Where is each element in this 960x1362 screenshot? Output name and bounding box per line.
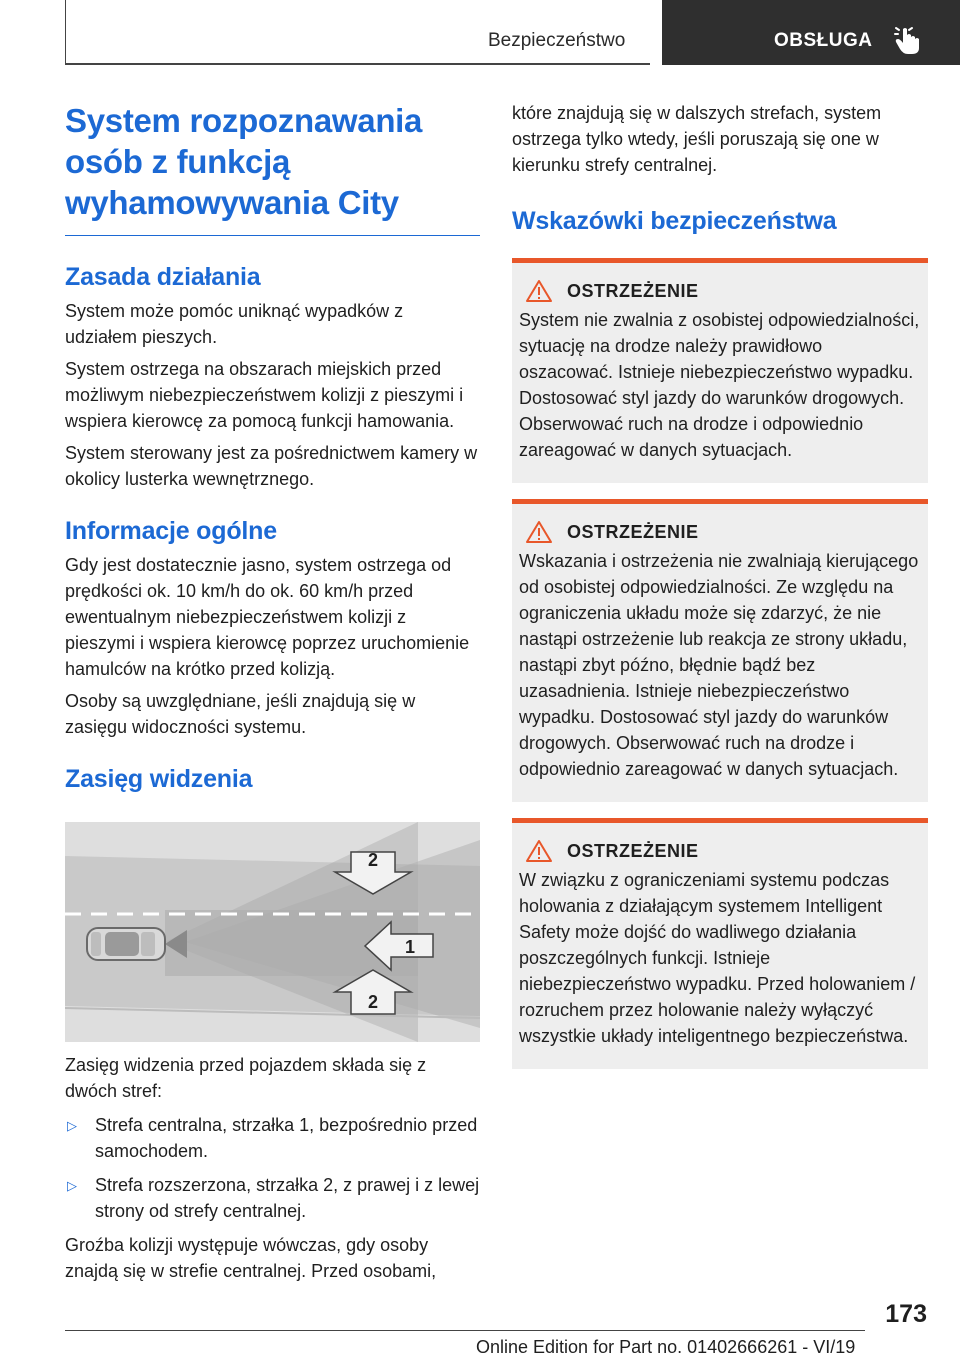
warning-box-1 (512, 258, 928, 483)
warning-text: W związku z ograniczeniami systemu podczas holowania z działającym systemem Intelligent Safety może dojść do wadliwego działania poszczególnych funkcji. Istnieje niebezpieczeństwo wypadku. Przed holowaniem / rozruchem przez holowanie należy wyłączyć wszystkie układy inteligentnego bezpieczeństwa. (519, 870, 916, 1046)
general-paragraph-2: Osoby są uwzględniane, jeśli znajdują się w zasięgu widoczności systemu. (65, 691, 416, 737)
warning-triangle-icon (525, 520, 553, 544)
header-rule (65, 63, 650, 65)
header-left-line (65, 0, 66, 64)
warning-title: OSTRZEŻENIE (567, 521, 699, 542)
warning-title: OSTRZEŻENIE (567, 280, 699, 301)
warning-box-2 (512, 499, 928, 802)
warning-triangle-icon (525, 279, 553, 303)
header-chapter-tab[interactable] (662, 0, 960, 65)
principle-paragraph-2: System ostrzega na obszarach miejskich przed możliwym niebezpieczeństwem kolizji z pieszymi i wspiera kierowcę za pomocą funkcji hamowania. (65, 359, 464, 431)
arrow-label-bottom: 2 (367, 992, 379, 1012)
title-rule (65, 235, 480, 236)
list-item: ▷ Strefa rozszerzona, strzałka 2, z prawej i z lewej strony od strefy centralnej. (67, 1175, 480, 1221)
header-chapter-label: OBSŁUGA (774, 30, 873, 51)
warning-text: Wskazania i ostrzeżenia nie zwalniają kierującego od osobistej odpowiedzialności. Ze względu na ograniczenia układu może się zdarzyć, że nie nastąpi ostrzeżenie lub reakcja ze strony układu, nastąpi zbyt późno, błędnie bądź bez uzasadnienia. Istnieje niebezpieczeństwo wypadku. Dostosować styl jazdy do warunków drogowych. Obserwować ruch na drodze i odpowiednio zareagować w danych sytuacjach. (519, 551, 919, 779)
continuation-paragraph: które znajdują się w dalszych strefach, system ostrzega tylko wtedy, jeśli poruszają się one w kierunku strefy centralnej. (512, 103, 882, 175)
arrow-label-top: 2 (367, 850, 379, 870)
header-section-title: Bezpieczeństwo (488, 30, 626, 51)
field-of-view-diagram (65, 822, 480, 1042)
warning-box-3 (512, 818, 928, 1069)
warning-triangle-icon (525, 839, 553, 863)
zone-list (65, 1112, 480, 1224)
page-title: System rozpoznawania osób z funkcją wyhamowywania City (65, 102, 423, 221)
field-of-view-paragraph-2: Groźba kolizji występuje wówczas, gdy osoby znajdą się w strefie centralnej. Przed osobami, (65, 1235, 437, 1281)
triangle-bullet-icon: ▷ (67, 1118, 77, 1133)
warning-title: OSTRZEŻENIE (567, 840, 699, 861)
arrow-label-center: 1 (404, 937, 416, 957)
warning-text: System nie zwalnia z osobistej odpowiedzialności, sytuację na drodze należy prawidłowo oszacować. Istnieje niebezpieczeństwo wypadku. Dostosować styl jazdy do warunków drogowych. Obserwować ruch na drodze i odpowiednio zareagować w danych sytuacjach. (519, 310, 920, 460)
list-item: ▷ Strefa centralna, strzałka 1, bezpośrednio przed samochodem. (67, 1115, 478, 1161)
heading-principle: Zasada działania (65, 263, 261, 291)
principle-paragraph-1: System może pomóc uniknąć wypadków z udziałem pieszych. (65, 301, 404, 347)
heading-safety-notes: Wskazówki bezpieczeństwa (512, 207, 837, 235)
field-of-view-illustration (65, 822, 480, 1042)
triangle-bullet-icon: ▷ (67, 1178, 77, 1193)
footer-rule (65, 1330, 865, 1331)
right-column (512, 100, 928, 1069)
heading-general-info: Informacje ogólne (65, 517, 277, 545)
field-of-view-paragraph-1: Zasięg widzenia przed pojazdem składa się z dwóch stref: (65, 1055, 427, 1101)
general-paragraph-1: Gdy jest dostatecznie jasno, system ostrzega od prędkości ok. 10 km/h do ok. 60 km/h przed ewentualnym niebezpieczeństwem kolizji z pieszymi i wspiera kierowcę poprzez uruchomienie hamulców na krótko przed kolizją. (65, 555, 470, 679)
page-number: 173 (885, 1300, 927, 1328)
principle-paragraph-3: System sterowany jest za pośrednictwem kamery w okolicy lusterka wewnętrznego. (65, 443, 478, 489)
heading-field-of-view: Zasięg widzenia (65, 765, 253, 793)
car-illustration (87, 928, 165, 960)
footer-edition: Online Edition for Part no. 01402666261 - VI/19 (476, 1337, 856, 1357)
left-column (65, 100, 480, 1284)
hand-pointer-icon (894, 26, 922, 56)
